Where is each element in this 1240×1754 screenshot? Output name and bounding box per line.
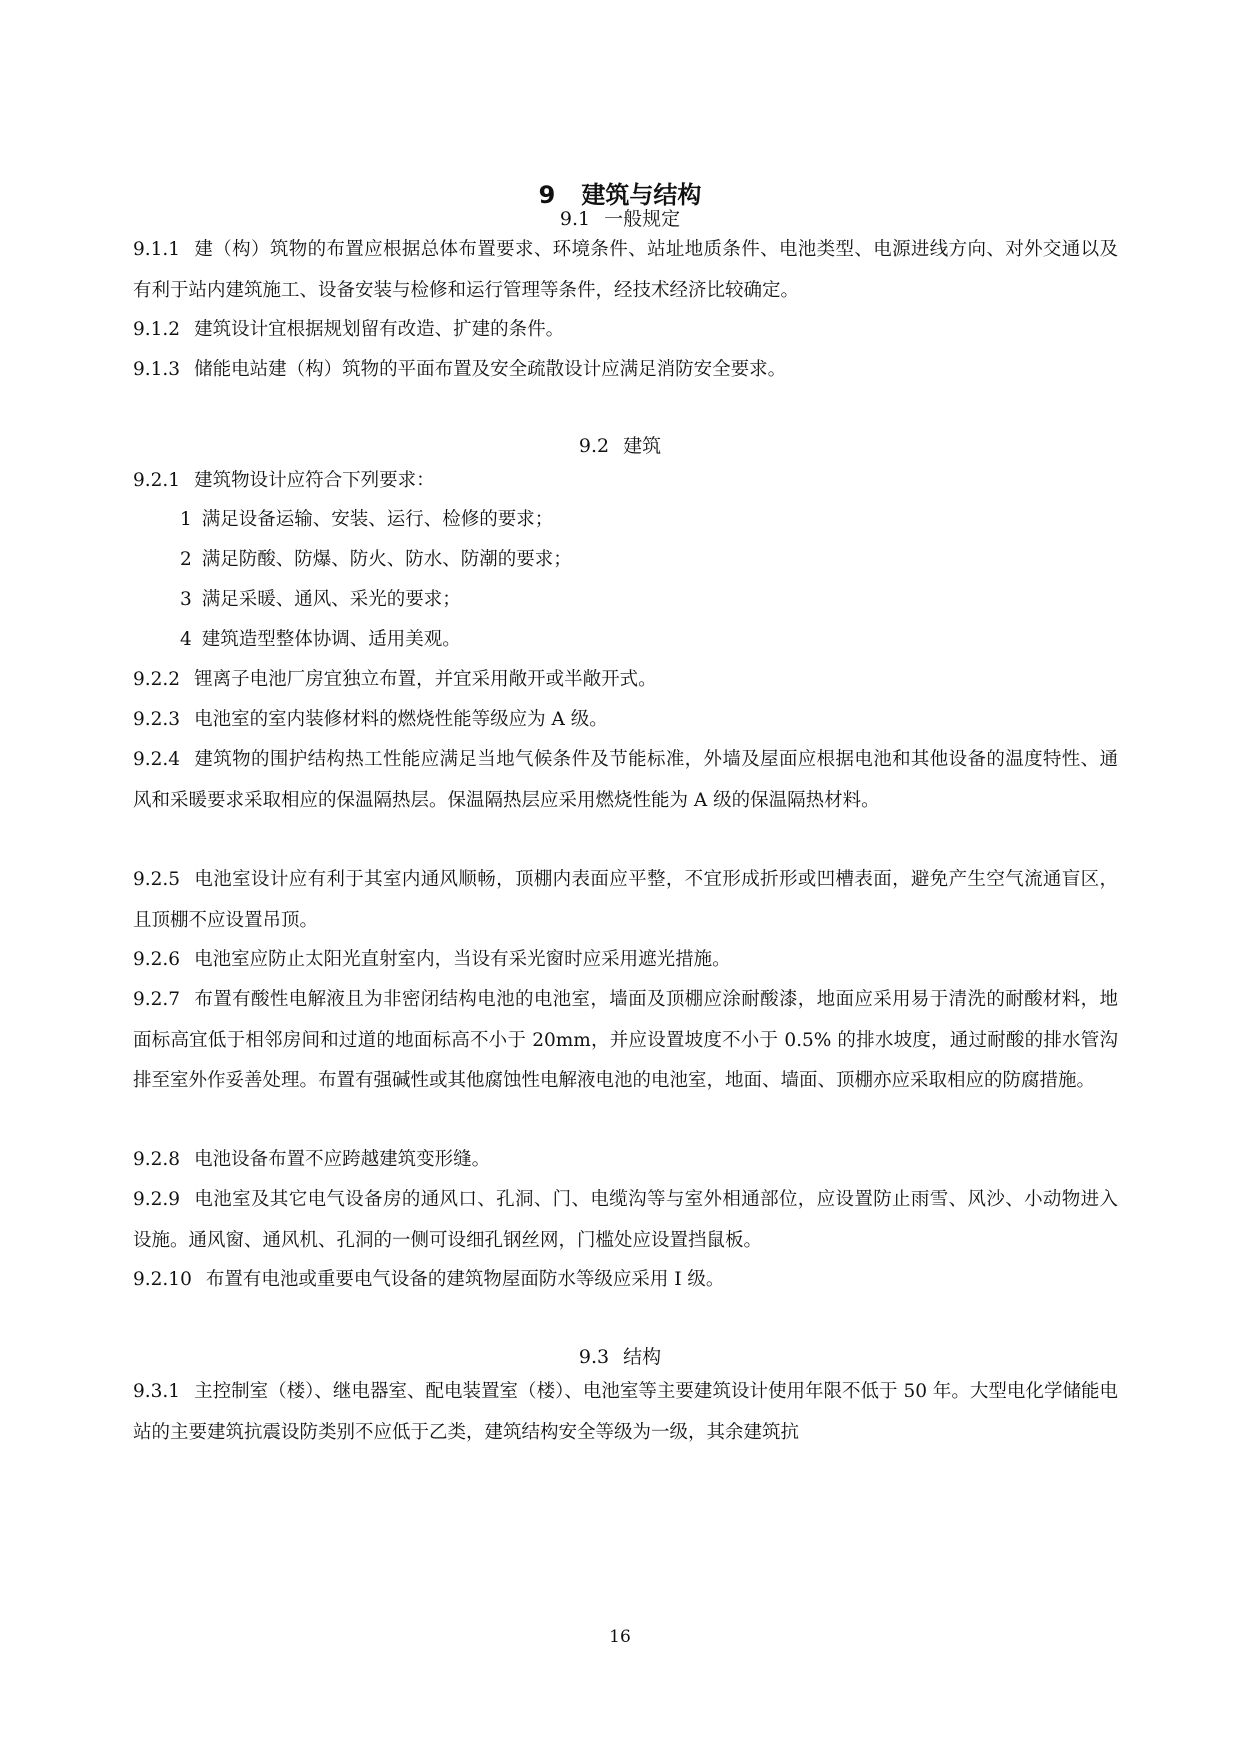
list-item-number: 1: [180, 509, 192, 530]
clause-text: 电池室及其它电气设备房的通风口、孔洞、门、电缆沟等与室外相通部位，应设置防止雨雪、风沙、小动物进入设施。通风窗、通风机、孔洞的一侧可设细孔钢丝网，门槛处应设置挡鼠板。: [133, 1189, 1118, 1251]
clause-9-3-1: [133, 1372, 1118, 1453]
clause-number: 9.2.9: [133, 1189, 181, 1210]
clause-number: 9.2.1: [133, 470, 181, 491]
clause-9-1-1: [133, 230, 1118, 311]
clause-9-1-2: [133, 310, 1118, 351]
clause-number: 9.2.2: [133, 669, 181, 690]
section-title-9-2: [0, 431, 1240, 458]
clause-text: 锂离子电池厂房宜独立布置，并宜采用敞开或半敞开式。: [194, 669, 657, 690]
clause-text: 主控制室（楼）、继电器室、配电装置室（楼）、电池室等主要建筑设计使用年限不低于 50 年。大型电化学储能电站的主要建筑抗震设防类别不应低于乙类，建筑结构安全等级为一级，其余建筑抗: [133, 1381, 1118, 1443]
clause-text: 储能电站建（构）筑物的平面布置及安全疏散设计应满足消防安全要求。: [194, 359, 787, 380]
clause-9-2-6: [133, 940, 1118, 981]
clause-9-1-3: [133, 350, 1118, 391]
clause-number: 9.2.5: [133, 869, 181, 890]
clause-9-2-1: [133, 461, 1118, 502]
list-item-text: 满足设备运输、安装、运行、检修的要求；: [201, 509, 554, 530]
section-title-text: 一般规定: [604, 208, 681, 230]
clause-number: 9.3.1: [133, 1381, 181, 1402]
clause-text: 布置有电池或重要电气设备的建筑物屋面防水等级应采用 I 级。: [205, 1269, 725, 1290]
clause-text: 电池室设计应有利于其室内通风顺畅，顶棚内表面应平整，不宜形成折形或凹槽表面，避免产生空气流通盲区，且顶棚不应设置吊顶。: [133, 869, 1118, 931]
list-item-text: 建筑造型整体协调、适用美观。: [201, 629, 461, 650]
list-item: [180, 620, 1110, 661]
clause-text: 建（构）筑物的布置应根据总体布置要求、环境条件、站址地质条件、电池类型、电源进线方向、对外交通以及有利于站内建筑施工、设备安装与检修和运行管理等条件，经技术经济比较确定。: [133, 239, 1118, 301]
clause-9-2-10: [133, 1260, 1118, 1301]
clause-9-2-7: [133, 980, 1118, 1102]
clause-number: 9.2.4: [133, 749, 181, 770]
chapter-title-text: 建筑与结构: [581, 181, 702, 209]
clause-number: 9.1.2: [133, 319, 181, 340]
section-title-9-1: [0, 204, 1240, 231]
clause-9-2-4: [133, 740, 1118, 821]
section-number: 9.1: [559, 208, 591, 230]
clause-number: 9.1.3: [133, 359, 181, 380]
list-item-number: 4: [180, 629, 192, 650]
list-item-text: 满足防酸、防爆、防火、防水、防潮的要求；: [201, 549, 572, 570]
clause-9-2-5: [133, 860, 1118, 941]
clause-9-2-9: [133, 1180, 1118, 1261]
clause-number: 9.2.7: [133, 989, 181, 1010]
clause-number: 9.2.10: [133, 1269, 192, 1290]
clause-text: 建筑物设计应符合下列要求：: [194, 470, 435, 491]
list-item-text: 满足采暖、通风、采光的要求；: [201, 589, 461, 610]
clause-number: 9.2.3: [133, 709, 181, 730]
section-title-9-3: [0, 1342, 1240, 1369]
section-title-text: 结构: [623, 1346, 662, 1368]
clause-text: 布置有酸性电解液且为非密闭结构电池的电池室，墙面及顶棚应涂耐酸漆，地面应采用易于清洗的耐酸材料，地面标高宜低于相邻房间和过道的地面标高不小于 20mm，并应设置坡度不小于 0.5% 的排水坡度，通过耐酸的排水管沟排至室外作妥善处理。布置有强碱性或其他腐蚀性电解液电池的电池室，地面、墙面、顶棚亦应采取相应的防腐措施。: [133, 989, 1118, 1091]
clause-9-2-2: [133, 660, 1118, 701]
list-item: [180, 580, 1110, 621]
clause-text: 电池室应防止太阳光直射室内，当设有采光窗时应采用遮光措施。: [194, 949, 731, 970]
section-number: 9.3: [578, 1346, 610, 1368]
list-item-number: 2: [180, 549, 192, 570]
clause-text: 电池设备布置不应跨越建筑变形缝。: [194, 1149, 491, 1170]
clause-text: 建筑物的围护结构热工性能应满足当地气候条件及节能标准，外墙及屋面应根据电池和其他设备的温度特性、通风和采暖要求采取相应的保温隔热层。保温隔热层应采用燃烧性能为 A 级的保温隔热材料。: [133, 749, 1118, 811]
clause-text: 建筑设计宜根据规划留有改造、扩建的条件。: [194, 319, 565, 340]
clause-text: 电池室的室内装修材料的燃烧性能等级应为 A 级。: [194, 709, 608, 730]
clause-number: 9.2.8: [133, 1149, 181, 1170]
clause-9-2-8: [133, 1140, 1118, 1181]
chapter-number: 9: [538, 181, 556, 209]
clause-9-2-3: [133, 700, 1118, 741]
section-title-text: 建筑: [623, 435, 662, 457]
page-number: 16: [609, 1627, 631, 1647]
list-item: [180, 500, 1110, 541]
clause-number: 9.2.6: [133, 949, 181, 970]
list-item: [180, 540, 1110, 581]
clause-number: 9.1.1: [133, 239, 181, 260]
section-number: 9.2: [578, 435, 610, 457]
list-item-number: 3: [180, 589, 192, 610]
